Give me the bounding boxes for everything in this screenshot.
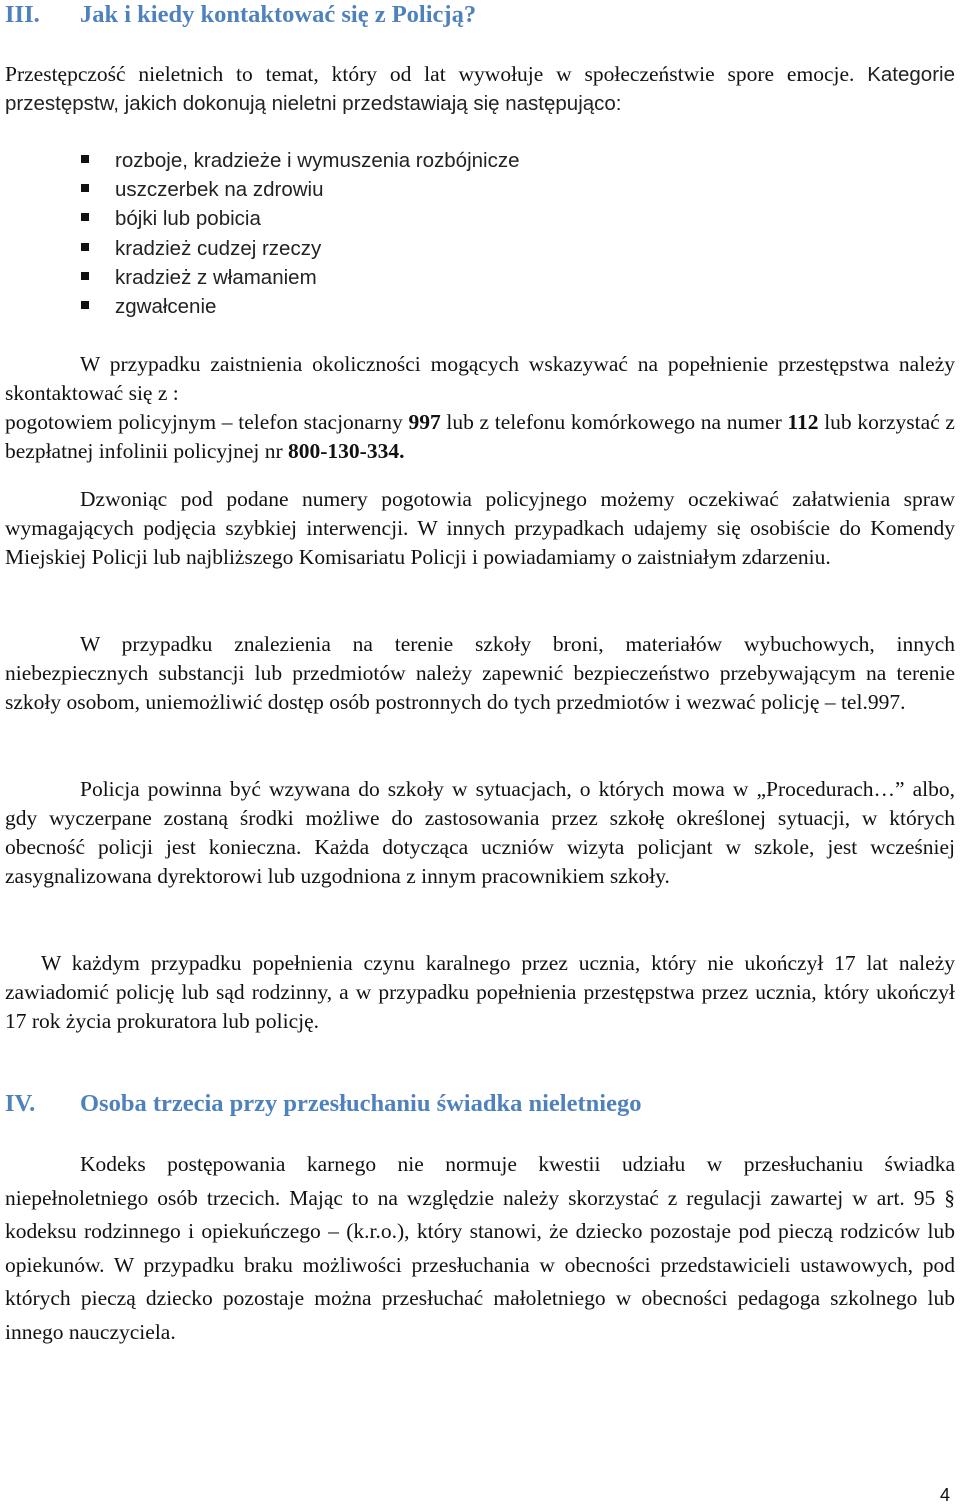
square-bullet-icon <box>81 272 89 280</box>
square-bullet-icon <box>81 301 89 309</box>
police-visit-paragraph: Policja powinna być wzywana do szkoły w sytuacjach, o których mowa w „Procedurach…” albo, gdy wyczerpane zostaną środki możliwe do zastosowania przez szkołę określonej sytuacji, w których obecność policji jest konieczna. Każda dotycząca uczniów wizyta policjant w szkole, jest wcześniej zasygnalizowana dyrektorowi lub uzgodniona z innym pracownikiem szkoły. <box>5 777 955 889</box>
infoline-number: 800-130-334. <box>288 439 405 464</box>
section-3-title: Jak i kiedy kontaktować się z Policją? <box>80 1 477 28</box>
third-party-paragraph: Kodeks postępowania karnego nie normuje kwestii udziału w przesłuchaniu świadka niepełnoletniego osób trzecich. Mając to na względzie należy skorzystać z regulacji zawartej w art. 95 § kodeksu rodzinnego i opiekuńczego – (k.r.o.), który stanowi, że dziecko pozostaje pod pieczą rodziców lub opiekunów. W przypadku braku możliwości przesłuchania w obecności przedstawicieli ustawowych, pod których pieczą dziecko pozostaje można przesłuchać małoletniego w obecności pedagoga szkolnego lub innego nauczyciela. <box>5 1152 955 1344</box>
square-bullet-icon <box>81 213 89 221</box>
list-item: kradzież cudzej rzeczy <box>115 234 520 263</box>
section-4-title: Osoba trzecia przy przesłuchaniu świadka nieletniego <box>80 1090 642 1117</box>
section-3-number: III. <box>5 1 40 28</box>
list-item: uszczerbek na zdrowiu <box>115 175 520 204</box>
weapons-paragraph: W przypadku znalezienia na terenie szkoły broni, materiałów wybuchowych, innych niebezpiecznych substancji lub przedmiotów należy zapewnić bezpieczeństwo przebywającym na terenie szkoły osobom, uniemożliwić dostęp osób postronnych do tych przedmiotów i wezwać policję – tel.997. <box>5 632 955 715</box>
contact-numbers-paragraph: pogotowiem policyjnym – telefon stacjonarny 997 lub z telefonu komórkowego na numer 112 lub korzystać z bezpłatnej infolinii policyjnej nr 800-130-334. <box>5 410 955 464</box>
contact-lead-paragraph: W przypadku zaistnienia okoliczności mogących wskazywać na popełnienie przestępstwa należy skontaktować się z : <box>5 352 955 406</box>
mobile-number: 112 <box>787 410 819 434</box>
intro-paragraph <box>5 60 955 118</box>
section-4-number: IV. <box>5 1090 36 1117</box>
square-bullet-icon <box>81 155 89 163</box>
intro-part-2: Kategorie przestępstw, jakich dokonują nieletni przedstawiają się następująco: <box>5 63 955 116</box>
crime-categories-list <box>115 146 520 321</box>
square-bullet-icon <box>81 243 89 251</box>
calling-paragraph: Dzwoniąc pod podane numery pogotowia policyjnego możemy oczekiwać załatwienia spraw wymagających podjęcia szybkiej interwencji. W innych przypadkach udajemy się osobiście do Komendy Miejskiej Policji lub najbliższego Komisariatu Policji i powiadamiamy o zaistniałym zdarzeniu. <box>5 487 955 570</box>
section-3-heading <box>5 0 476 30</box>
page-number: 4 <box>939 1485 950 1505</box>
list-item: bójki lub pobicia <box>115 204 520 233</box>
list-item: kradzież z włamaniem <box>115 263 520 292</box>
landline-number: 997 <box>408 410 441 434</box>
section-4-heading <box>5 1089 641 1119</box>
intro-part-1: Przestępczość nieletnich to temat, który od lat wywołuje w społeczeństwie spore emocje. <box>5 62 868 86</box>
list-item: zgwałcenie <box>115 292 520 321</box>
juvenile-offence-paragraph: W każdym przypadku popełnienia czynu karalnego przez ucznia, który nie ukończył 17 lat należy zawiadomić policję lub sąd rodzinny, a w przypadku popełnienia przestępstwa przez ucznia, który ukończył 17 rok życia prokuratora lub policję. <box>5 951 955 1034</box>
list-item: rozboje, kradzieże i wymuszenia rozbójnicze <box>115 146 520 175</box>
square-bullet-icon <box>81 184 89 192</box>
